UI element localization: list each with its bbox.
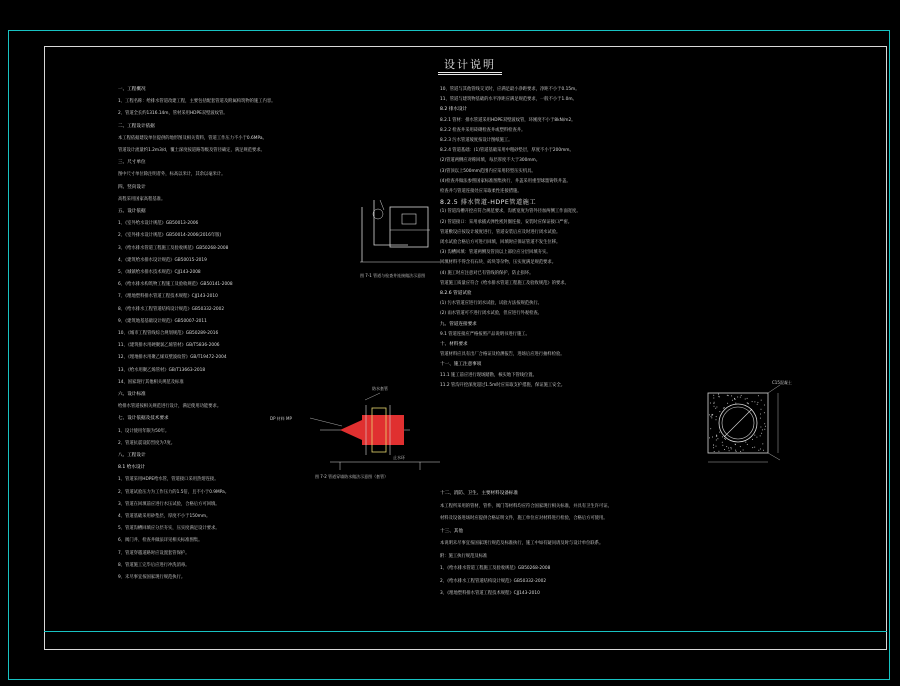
text-line: 管道设计流量约1.2m3/d，覆土深度按道路等级及管径确定，满足规范要求。: [118, 148, 265, 153]
text-line: (3)管顶以上500mm范围内应采用轻型压实机具。: [440, 168, 536, 174]
text-line: 8.2.3 污水管道坡度按设计图纸施工。: [440, 138, 513, 143]
text-line: (1) 污水管道应进行闭水试验，试验方法按规范执行。: [440, 301, 542, 307]
hatch-dot: [735, 403, 736, 404]
hatch-dot: [731, 395, 732, 396]
hatch-dot: [718, 394, 719, 395]
text-line: 11、管道与建筑物基础的水平净距应满足规范要求，一般不小于1.0m。: [440, 97, 577, 103]
page-title: 设计说明: [444, 58, 496, 71]
text-line: 11.1 施工前应进行现场踏勘，核实地下管线位置。: [440, 372, 537, 378]
hatch-dot: [760, 435, 761, 436]
text-line: 8.2.4 管道基础：(1)管道基础采用中粗砂垫层，厚度不小于200mm。: [440, 148, 574, 154]
hatch-dot: [722, 442, 723, 443]
hatch-dot: [754, 435, 755, 436]
detail-2-label-b: 防水套管: [372, 386, 388, 391]
hatch-dot: [716, 416, 717, 417]
hatch-dot: [715, 408, 716, 409]
hatch-dot: [713, 398, 714, 399]
hatch-dot: [713, 447, 714, 448]
hatch-dot: [728, 395, 729, 396]
hatch-dot: [763, 450, 764, 451]
text-line: 8.2.2 检查井采用砖砌检查井或塑料检查井。: [440, 127, 526, 133]
hatch-dot: [740, 451, 741, 452]
text-line: 13、《给水用聚乙烯管材》GB/T13663-2018: [118, 367, 206, 373]
hatch-dot: [723, 408, 724, 409]
detail-1-caption: 图 7-1 管道与检查井连接做法示意图: [360, 273, 426, 278]
text-line: 2、《室外排水设计规范》GB50014-2006(2016年版): [118, 233, 222, 239]
text-line: 图中尺寸单位除注明者外，标高以米计，其余以毫米计。: [118, 172, 226, 178]
text-line: 2、管道试验压力为工作压力的1.5倍，且不小于0.9MPa。: [118, 489, 230, 495]
hatch-dot: [711, 416, 712, 417]
text-line: 1、管道采用HDPE给水管，管道接口采用热熔连接。: [118, 477, 219, 483]
text-line: 回填材料不得含有石块、砖块等杂物，压实度满足规范要求。: [440, 260, 557, 266]
text-line: 本工程依据建设单位提供的地形图及相关资料，管道工作压力不小于0.6MPa。: [118, 135, 267, 141]
section-heading: 五、设计依据: [118, 209, 146, 214]
text-line: 4、《建筑给水排水设计规范》GB50015-2019: [118, 257, 207, 263]
text-line: 9.1 管道连接应严格按照产品说明书进行施工。: [440, 331, 530, 337]
hatch-dot: [728, 448, 729, 449]
text-line: 10、《城市工程管线综合规划规范》GB50289-2016: [118, 331, 219, 336]
hatch-dot: [761, 400, 762, 401]
hatch-dot: [737, 397, 738, 398]
hatch-dot: [724, 449, 725, 450]
hatch-dot: [752, 447, 753, 448]
hatch-dot: [752, 439, 753, 440]
detail-1-drawing: [360, 200, 440, 262]
hatch-dot: [736, 451, 737, 452]
hatch-dot: [764, 429, 765, 430]
hatch-dot: [716, 440, 717, 441]
section-heading: 十、材料要求: [440, 342, 468, 347]
text-line: (2) 管道接口：采用承插式弹性密封圈连接，安装时应保证接口严密。: [440, 219, 573, 225]
hatch-dot: [761, 409, 762, 410]
hatch-dot: [735, 444, 736, 445]
section-heading: 二、工程设计依据: [118, 123, 155, 129]
hatch-dot: [719, 432, 720, 433]
hatch-dot: [729, 450, 730, 451]
hatch-dot: [760, 427, 761, 428]
detail-2-label-a: DP 材料 MP: [270, 416, 292, 421]
hatch-dot: [730, 447, 731, 448]
hatch-dot: [762, 443, 763, 444]
hatch-dot: [748, 403, 749, 404]
text-line: 附：施工执行规范及标准: [440, 553, 488, 559]
hatch-dot: [713, 403, 714, 404]
detail-2-caption: 图 7-2 管道穿墙防水做法示意图（套管）: [315, 474, 389, 479]
text-line: 1、《给水排水管道工程施工及验收规范》GB50268-2008: [440, 566, 551, 571]
hatch-dot: [712, 414, 713, 415]
text-line: 6、《给水排水构筑物工程施工及验收规范》GB50141-2008: [118, 282, 233, 288]
text-line: 1、工程名称：给排水管道改建工程，主要包括配套管道及附属构筑物的施工内容。: [118, 99, 276, 105]
hatch-dot: [724, 438, 725, 439]
text-line: 12、《埋地排水用聚乙烯双壁波纹管》GB/T19472-2004: [118, 355, 227, 361]
text-line: (2) 雨水管道可不进行闭水试验，但应进行外观检查。: [440, 311, 542, 317]
section-heading: 十二、消防、卫生、主要材料设备标准: [440, 491, 519, 496]
section-heading: 8.2 排水设计: [440, 107, 468, 113]
hatch-dot: [747, 444, 748, 445]
text-line: 3、《埋地塑料排水管道工程技术规程》CJJ143-2010: [440, 591, 540, 596]
text-line: 7、管道穿越道路时应设置套管保护。: [118, 550, 190, 556]
hatch-dot: [710, 403, 711, 404]
text-line: 3、《给水排水管道工程施工及验收规范》GB50268-2008: [118, 245, 229, 251]
hatch-dot: [714, 402, 715, 403]
hatch-dot: [752, 401, 753, 402]
hatch-dot: [717, 438, 718, 439]
hatch-dot: [760, 418, 761, 419]
text-line: (1) 管道沟槽开挖应符合规范要求，沟底宽度为管外径加两侧工作面宽度。: [440, 209, 581, 215]
hatch-dot: [725, 439, 726, 440]
hatch-dot: [716, 419, 717, 420]
hatch-dot: [713, 445, 714, 446]
text-line: 管道材料应具有出厂合格证及检测报告，进场后应进行抽样检验。: [440, 352, 565, 358]
text-line: 给排水管道按相关规范进行设计，满足使用功能要求。: [118, 404, 222, 410]
text-line: 4、管道基础采用砂垫层，厚度不小于150mm。: [118, 514, 211, 519]
text-line: 本说明未尽事宜按国家现行规范及标准执行，施工中如有疑问请及时与设计单位联系。: [440, 541, 604, 546]
hatch-dot: [718, 396, 719, 397]
text-line: 3、管道在回填前应进行水压试验，合格后方可回填。: [118, 501, 220, 507]
hatch-dot: [732, 400, 733, 401]
hatch-dot: [747, 402, 748, 403]
text-line: (4) 施工时应注意对已有管线的保护，防止损坏。: [440, 270, 534, 276]
text-line: 6、阀门井、检查井做法详见相关标准图集。: [118, 538, 203, 544]
section-heading: 一、工程概况: [118, 87, 146, 92]
hatch-dot: [758, 395, 759, 396]
hatch-dot: [709, 414, 710, 415]
section-heading: 十三、其他: [440, 528, 463, 534]
text-line: 2、管道抗震设防烈度为7度。: [118, 440, 176, 446]
text-line: 2、管道全长约1316.14m，管材采用HDPE双壁波纹管。: [118, 111, 228, 117]
hatch-dot: [711, 417, 712, 418]
text-line: 高程采用国家高程基准。: [118, 196, 166, 202]
section-heading: 七、设计依据及技术要求: [118, 416, 169, 422]
text-line: 5、《城镇给水排水技术规范》CJJ143-2008: [118, 270, 201, 275]
hatch-dot: [758, 450, 759, 451]
hatch-dot: [756, 437, 757, 438]
hatch-dot: [724, 407, 725, 408]
text-line: (3) 沟槽回填：管道两侧及管顶以上部位应分层回填夯实。: [440, 250, 551, 256]
section-heading: 六、设计标准: [118, 392, 146, 397]
hatch-dot: [712, 437, 713, 438]
section-heading: 八、工程设计: [118, 453, 146, 458]
hatch-dot: [740, 446, 741, 447]
hatch-dot: [764, 412, 765, 413]
hatch-dot: [745, 399, 746, 400]
text-line: 10、管道与其他管线交叉时，应满足最小净距要求，净距不小于0.15m。: [440, 87, 580, 92]
section-heading: 8.2.6 管道试验: [440, 291, 472, 296]
text-line: 8.2.1 管材：排水管道采用HDPE双壁波纹管，环刚度不小于8kN/m2。: [440, 117, 576, 123]
text-line: 8、管道施工完毕后应进行冲洗消毒。: [118, 562, 190, 568]
text-line: 1、《室外给水设计规范》GB50013-2006: [118, 221, 199, 227]
hatch-dot: [764, 423, 765, 424]
hatch-dot: [719, 411, 720, 412]
hatch-dot: [762, 429, 763, 430]
text-line: 8、《给水排水工程管道结构设计规范》GB50332-2002: [118, 306, 225, 312]
text-line: 14、国家现行其他相关规范及标准: [118, 379, 184, 385]
hatch-dot: [727, 395, 728, 396]
hatch-dot: [741, 395, 742, 396]
hatch-dot: [714, 406, 715, 407]
text-line: 7、《埋地塑料排水管道工程技术规程》CJJ143-2010: [118, 294, 218, 300]
hatch-dot: [727, 403, 728, 404]
hatch-dot: [709, 437, 710, 438]
hatch-dot: [726, 446, 727, 447]
hatch-dot: [765, 426, 766, 427]
detail-3-label: C15混凝土: [772, 380, 792, 385]
section-heading: 九、管道连接要求: [440, 321, 477, 327]
section-heading: 8.1 给水设计: [118, 465, 146, 471]
hatch-dot: [731, 448, 732, 449]
hatch-dot: [716, 436, 717, 437]
hatch-dot: [761, 433, 762, 434]
hatch-dot: [735, 450, 736, 451]
hatch-dot: [716, 446, 717, 447]
hatch-dot: [722, 436, 723, 437]
hatch-dot: [714, 451, 715, 452]
hatch-dot: [757, 404, 758, 405]
text-line: (2)管道两侧应对称回填，每层厚度不大于300mm。: [440, 158, 541, 164]
text-line: (4)检查井做法参照国家标准图集执行，井盖采用重型球墨铸铁井盖。: [440, 178, 571, 184]
text-line: 闭水试验合格后方可进行回填，回填时应保证管道不发生位移。: [440, 240, 561, 245]
hatch-dot: [716, 435, 717, 436]
text-line: 本工程所采用的管材、管件、阀门等材料均应符合国家现行相关标准，并具有卫生许可证。: [440, 503, 612, 509]
hatch-dot: [745, 442, 746, 443]
hatch-dot: [757, 402, 758, 403]
section-heading: 8.2.5 排水管道-HDPE管道施工: [440, 199, 537, 207]
hatch-dot: [713, 395, 714, 396]
hatch-dot: [734, 399, 735, 400]
hatch-dot: [764, 405, 765, 406]
detail-2-label-c: 止水环: [393, 455, 405, 460]
hatch-dot: [760, 414, 761, 415]
text-line: 管道敷设应按设计坡度进行，管道安装后应及时进行闭水试验。: [440, 229, 561, 235]
hatch-dot: [710, 428, 711, 429]
hatch-dot: [760, 449, 761, 450]
hatch-dot: [740, 397, 741, 398]
hatch-dot: [754, 447, 755, 448]
section-heading: 四、竖向设计: [118, 184, 146, 190]
text-line: 材料及设备进场时应提供合格证明文件，施工单位应对材料进行检验，合格后方可使用。: [440, 516, 608, 521]
hatch-dot: [754, 401, 755, 402]
text-line: 2、《给水排水工程管道结构设计规范》GB50332-2002: [440, 578, 547, 584]
text-line: 11、《建筑排水用硬聚氯乙烯管材》GB/T5836-2006: [118, 343, 220, 349]
text-line: 11.2 管沟开挖深度超过1.5m时应采取支护措施，保证施工安全。: [440, 382, 566, 388]
text-line: 9、未尽事宜按国家现行规范执行。: [118, 575, 186, 580]
detail-2-drawing: [310, 393, 440, 470]
section-heading: 三、尺寸单位: [118, 160, 146, 166]
detail-3-drawing: [708, 385, 780, 462]
hatch-dot: [718, 451, 719, 452]
text-line: 5、管道沟槽回填应分层夯实，压实度满足设计要求。: [118, 526, 220, 532]
hatch-dot: [747, 398, 748, 399]
hatch-dot: [743, 450, 744, 451]
text-line: 检查井与管道连接处应采取柔性连接措施。: [440, 189, 522, 194]
text-line: 管道施工质量应符合《给水排水管道工程施工及验收规范》的要求。: [440, 280, 569, 286]
hatch-dot: [712, 415, 713, 416]
hatch-dot: [722, 445, 723, 446]
text-line: 9、《建筑地基基础设计规范》GB50007-2011: [118, 318, 207, 324]
text-line: 1、设计使用年限为50年。: [118, 428, 170, 434]
hatch-dot: [716, 407, 717, 408]
section-heading: 十一、施工注意事项: [440, 362, 482, 368]
